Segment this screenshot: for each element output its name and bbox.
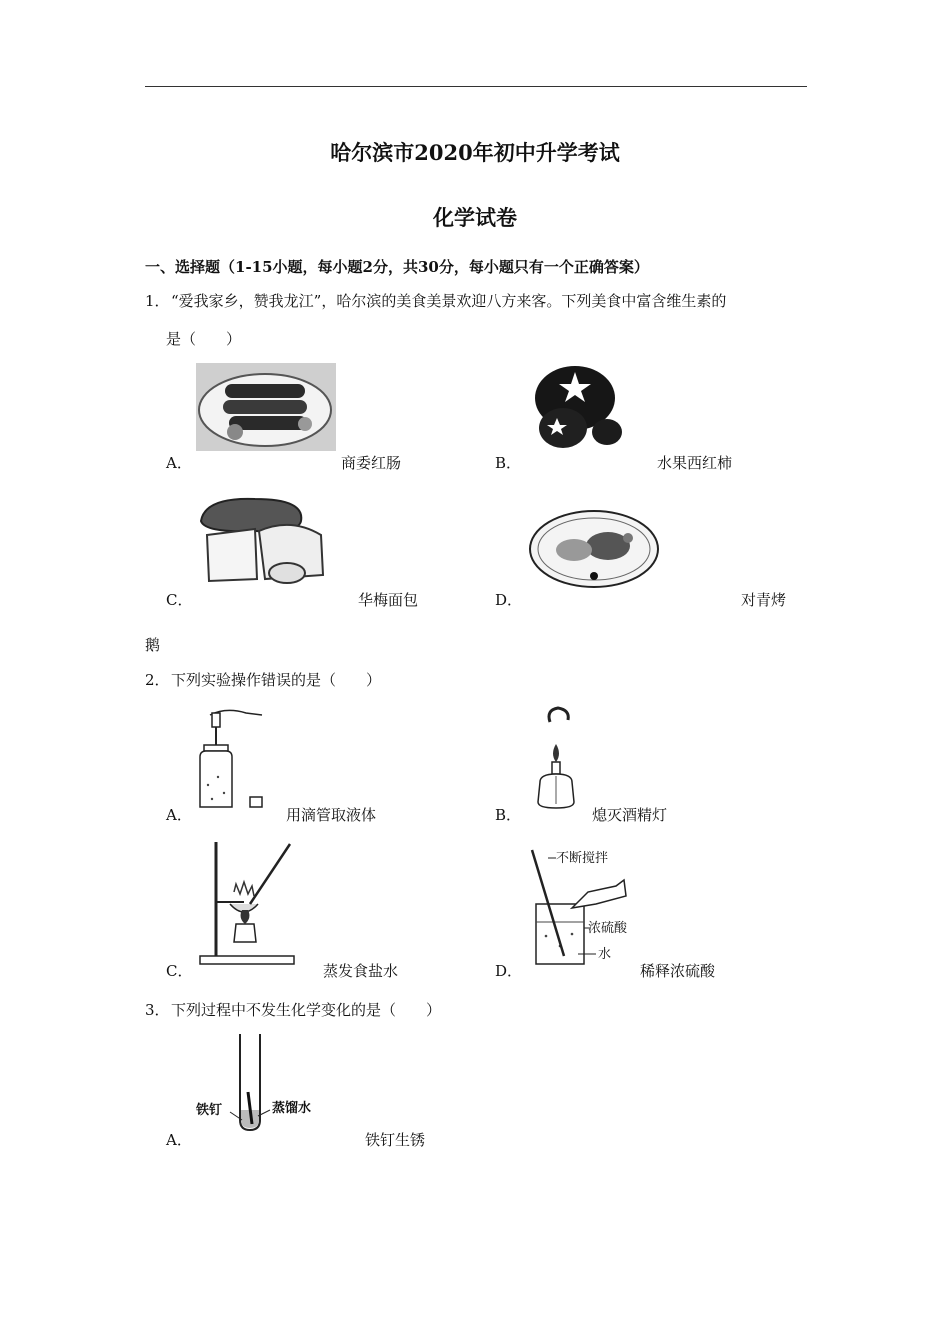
bread-image [195, 495, 327, 587]
tomatoes-image [527, 362, 637, 452]
q1-option-a-text: 商委红肠 [341, 454, 402, 472]
question-1-stem-cont: 是（ ） [166, 330, 242, 348]
question-1-number: 1． [145, 292, 170, 310]
q3-option-a-letter[interactable]: A． [166, 1131, 192, 1149]
q2-option-a-letter[interactable]: A． [166, 806, 192, 824]
q1-option-d-overflow: 鹅 [145, 636, 161, 654]
section-heading: 一、选择题（1-15小题，每小题2分，共30分，每小题只有一个正确答案） [145, 258, 649, 276]
exam-subtitle: 化学试卷 [433, 205, 517, 230]
dropper-bottle-image [196, 705, 276, 813]
q2-option-d-text: 稀释浓硫酸 [640, 962, 716, 980]
q2-option-d-letter[interactable]: D． [495, 962, 523, 980]
header-rule [145, 86, 807, 87]
question-2-stem: 下列实验操作错误的是（ ） [171, 671, 382, 689]
q2-option-b-letter[interactable]: B． [495, 806, 522, 824]
q1-option-d-text: 对青烤 [741, 591, 787, 609]
q1-option-d-letter[interactable]: D． [495, 591, 523, 609]
question-1-stem: “爱我家乡，赞我龙江”，哈尔滨的美食美景欢迎八方来客。下列美食中富含维生素的 [171, 292, 727, 310]
q2-option-c-letter[interactable]: C． [166, 962, 193, 980]
test-tube-nail-image [194, 1032, 336, 1134]
evaporating-dish-image [198, 840, 296, 968]
tube-label-nail: 铁钉 [196, 1102, 223, 1117]
q1-option-c-text: 华梅面包 [358, 591, 419, 609]
roast-goose-plate-image [528, 508, 660, 590]
q1-option-b-text: 水果西红柿 [657, 454, 733, 472]
question-2-number: 2． [145, 671, 170, 689]
q2-option-c-text: 蒸发食盐水 [323, 962, 399, 980]
q2-option-b-text: 熄灭酒精灯 [592, 806, 668, 824]
dilution-beaker-image [526, 846, 650, 968]
dilution-label-acid: 浓硫酸 [588, 920, 628, 935]
question-3-number: 3． [145, 1001, 170, 1019]
dilution-label-stir: 不断搅拌 [556, 850, 609, 865]
question-3-stem: 下列过程中不发生化学变化的是（ ） [171, 1001, 442, 1019]
alcohol-lamp-image [530, 704, 586, 816]
exam-title: 哈尔滨市2020年初中升学考试 [330, 140, 620, 165]
dilution-label-water: 水 [598, 946, 612, 961]
q1-option-a-letter[interactable]: A． [166, 454, 192, 472]
tube-label-water: 蒸馏水 [272, 1100, 312, 1115]
q3-option-a-text: 铁钉生锈 [365, 1131, 426, 1149]
q1-option-b-letter[interactable]: B． [495, 454, 522, 472]
q1-option-c-letter[interactable]: C． [166, 591, 193, 609]
q2-option-a-text: 用滴管取液体 [286, 806, 377, 824]
sausage-plate-image [195, 362, 337, 452]
